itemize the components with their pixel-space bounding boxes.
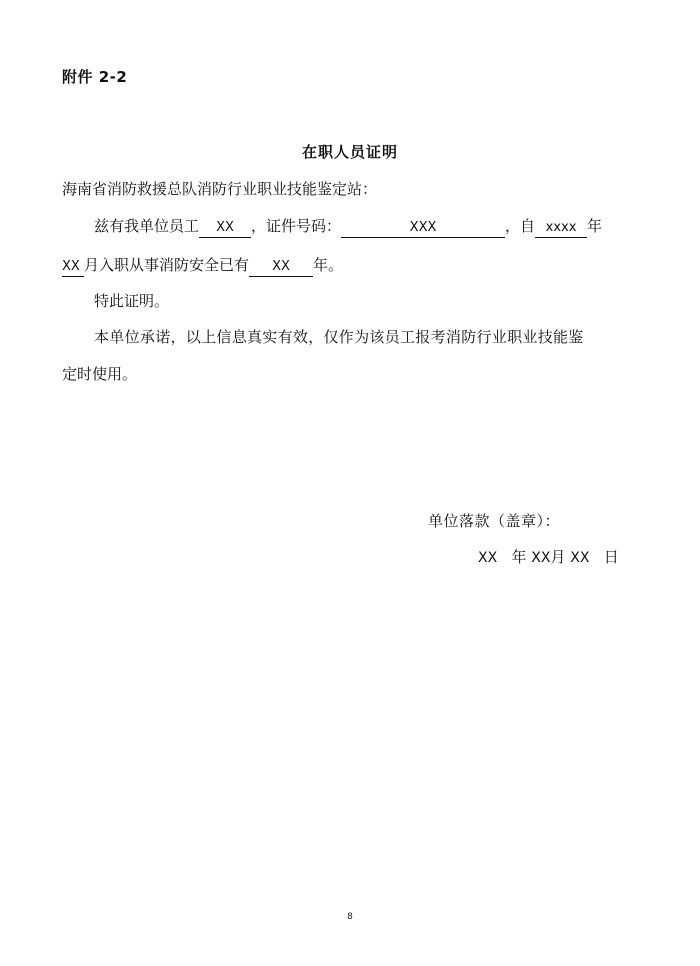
id-number-field: XXX — [341, 219, 505, 238]
paragraph-1-line-2 — [62, 254, 343, 277]
date-month-unit: 月 — [550, 548, 566, 566]
years-of-service-field: XX — [249, 258, 313, 277]
paragraph-1-text-e: 月入职从事消防安全已有 — [84, 256, 250, 274]
paragraph-1-text-a: 兹有我单位员工 — [94, 217, 200, 235]
paragraph-3-line-2: 定时使用。 — [62, 365, 138, 383]
date-day: XX — [570, 550, 590, 566]
date-year: XX — [478, 550, 498, 566]
date-year-unit: 年 — [511, 548, 527, 566]
date-month: XX — [531, 550, 551, 566]
start-year-field: xxxx — [535, 219, 587, 238]
paragraph-1-text-d: 年 — [587, 217, 603, 235]
employee-name-field: XX — [199, 219, 251, 238]
date-day-unit: 日 — [603, 548, 619, 566]
signature-label: 单位落款（盖章）： — [428, 512, 561, 530]
attachment-label: 附件 2-2 — [62, 68, 128, 86]
page-number: 8 — [347, 912, 353, 922]
paragraph-1-text-c: ，自 — [505, 217, 536, 235]
paragraph-3-line-1: 本单位承诺，以上信息真实有效，仅作为该员工报考消防行业职业技能鉴 — [94, 328, 584, 346]
paragraph-1-text-b: ，证件号码： — [251, 217, 342, 235]
paragraph-1-line-1 — [94, 215, 602, 238]
signature-date — [478, 546, 619, 567]
addressee: 海南省消防救援总队消防行业职业技能鉴定站： — [62, 180, 378, 198]
paragraph-1-text-f: 年。 — [313, 256, 344, 274]
page-title: 在职人员证明 — [301, 143, 398, 161]
paragraph-2: 特此证明。 — [94, 292, 170, 310]
start-month-field: XX — [62, 258, 84, 277]
